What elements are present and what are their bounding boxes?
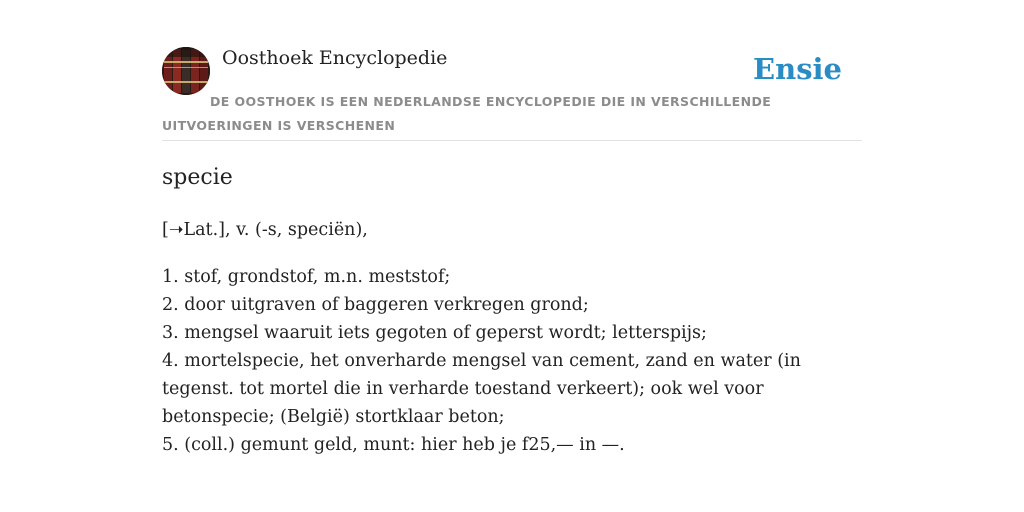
entry-title: specie xyxy=(162,165,233,190)
entry-content xyxy=(162,160,862,459)
site-tagline: DE OOSTHOEK IS EEN NEDERLANDSE ENCYCLOPEDIE DIE IN VERSCHILLENDE UITVOERINGEN IS VERSCHENEN xyxy=(162,94,772,133)
entry-grammar: [➝Lat.], v. (-s, speciën), xyxy=(162,220,368,240)
site-title[interactable]: Oosthoek Encyclopedie xyxy=(222,47,448,69)
definition-item: 1. stof, grondstof, m.n. meststof; xyxy=(162,267,451,287)
definition-item: 4. mortelspecie, het onverharde mengsel van cement, zand en water (in tegenst. tot mortel die in verharde toestand verkeert); ook wel voor betonspecie; (België) stortklaar beton; xyxy=(162,351,801,427)
definition-item: 5. (coll.) gemunt geld, munt: hier heb je f25,— in —. xyxy=(162,435,625,455)
encyclopedia-books-avatar[interactable] xyxy=(162,47,210,95)
definition-item: 2. door uitgraven of baggeren verkregen grond; xyxy=(162,295,589,315)
site-header xyxy=(162,46,862,141)
definition-list xyxy=(162,263,862,459)
definition-item: 3. mengsel waaruit iets gegoten of geperst wordt; letterspijs; xyxy=(162,323,707,343)
books-image-icon xyxy=(162,47,210,95)
ensie-logo-link[interactable]: Ensie xyxy=(753,52,842,86)
